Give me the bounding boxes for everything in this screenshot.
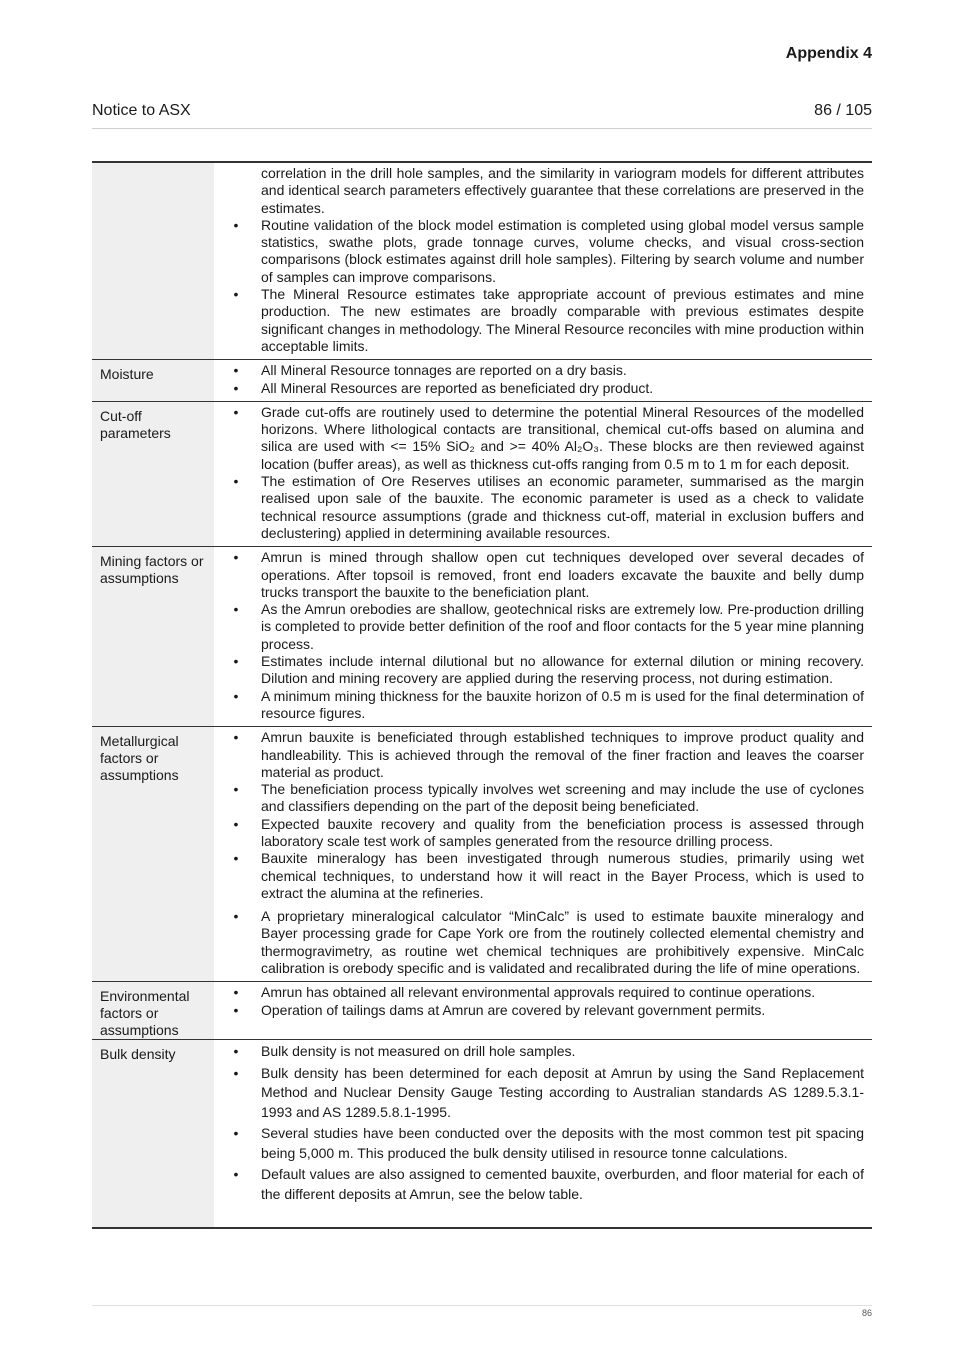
table-row [92, 726, 872, 981]
list-item [214, 165, 864, 217]
list-item [214, 549, 864, 601]
criteria-commentary [214, 982, 872, 1039]
list-item-text: A proprietary mineralogical calculator “MinCalc” is used to estimate bauxite mineralogy and Bayer processing grade for Cape York ore from the routinely collected elemental chemistry and thermogravimetry, as routine wet chemical techniques are prohibitively expensive. MinCalc calibration is orebody specific and is validated and recalibrated during the life of mine operations. [261, 908, 864, 977]
list-item-text: Expected bauxite recovery and quality from the beneficiation process is assessed through laboratory scale test work of samples generated from the resource drilling process. [261, 815, 864, 849]
list-item-text: Amrun bauxite is beneficiated through established techniques to improve product quality and handleability. This is achieved through the removal of the finer fraction and leaves the coarser material as product. [261, 729, 864, 780]
list-item [214, 908, 864, 977]
header-document-title: Notice to ASX [92, 102, 191, 119]
bullet-icon: • [233, 403, 239, 420]
bullet-icon: • [233, 687, 239, 704]
bullet-icon: • [233, 362, 239, 379]
list-item-text: Bulk density has been determined for each deposit at Amrun by using the Sand Replacement Method and Nuclear Density Gauge Testing according to Australian standards AS 1289.5.3.1-1993 and AS 1289.5.8.1-1995. [261, 1064, 864, 1120]
list-item [214, 1002, 864, 1019]
list-item-text: Bauxite mineralogy has been investigated through numerous studies, primarily using wet chemical techniques, to understand how it will react in the Bayer Process, which is used to extract the alumina at the refineries. [261, 850, 864, 901]
list-item-text: Estimates include internal dilutional but no allowance for external dilution or mining recovery. Dilution and mining recovery are applied during the reserving process, not during estimation. [261, 653, 864, 687]
bullet-icon: • [233, 850, 239, 867]
list-item [214, 984, 864, 1001]
criteria-commentary [214, 1040, 872, 1227]
list-item [214, 362, 864, 379]
table-row [92, 359, 872, 401]
bullet-icon: • [233, 216, 239, 233]
list-item-text: Grade cut-offs are routinely used to determine the potential Mineral Resources of the modelled horizons. Where lithological contacts are transitional, chemical cut-offs based on alumina and silica are used with <= 15% SiO₂ and >= 40% Al₂O₃. These blocks are then reviewed against location (buffer areas), as well as thickness cut-offs ranging from 0.5 m to 1 m for each deposit. [261, 403, 864, 472]
list-item-text: Default values are also assigned to cemented bauxite, overburden, and floor material for each of the different deposits at Amrun, see the below table. [261, 1166, 864, 1202]
bullet-icon: • [233, 984, 239, 1001]
table-row [92, 1039, 872, 1227]
list-item-text: Amrun has obtained all relevant environmental approvals required to continue operations. [261, 984, 816, 1001]
criteria-label: Metallurgical factors or assumptions [92, 727, 214, 981]
criteria-commentary [214, 402, 872, 546]
criteria-commentary [214, 360, 872, 401]
criteria-label: Bulk density [92, 1040, 214, 1227]
footer-page-number: 86 [861, 1308, 872, 1318]
bullet-icon: • [233, 815, 239, 832]
bullet-icon: • [233, 379, 239, 396]
list-item [214, 404, 864, 473]
list-item [214, 1124, 864, 1163]
list-item [214, 1165, 864, 1204]
bullet-icon: • [233, 653, 239, 670]
list-item-text: Bulk density is not measured on drill hole samples. [261, 1043, 576, 1060]
list-item-text: correlation in the drill hole samples, and the similarity in variogram models for different attributes and identical search parameters effectively guarantee that these correlations are preserved in the estimates. [261, 165, 864, 216]
list-item-text: The beneficiation process typically involves wet screening and may include the use of cyclones and classifiers depending on the part of the deposit being beneficiated. [261, 781, 864, 815]
criteria-label: Environmental factors or assumptions [92, 982, 214, 1039]
bullet-icon: • [233, 286, 239, 303]
table-row [92, 546, 872, 726]
list-item-text: All Mineral Resources are reported as beneficiated dry product. [261, 379, 654, 396]
list-item-text: Several studies have been conducted over the deposits with the most common test pit spacing being 5,000 m. This produced the bulk density utilised in resource tonne calculations. [261, 1125, 864, 1161]
page-header [92, 102, 872, 129]
list-item [214, 601, 864, 653]
list-item-text: Amrun is mined through shallow open cut techniques developed over several decades of operations. After topsoil is removed, front end loaders excavate the bauxite and belly dump trucks transport the bauxite to the beneficiation plant. [261, 549, 864, 600]
bullet-icon: • [233, 1166, 239, 1183]
list-item-text: The Mineral Resource estimates take appropriate account of previous estimates and mine production. The new estimates are broadly comparable with previous estimates despite significant changes in methodology. The Mineral Resource reconciles with mine production within acceptable limits. [261, 286, 864, 354]
bullet-icon: • [233, 1064, 239, 1081]
criteria-commentary [214, 727, 872, 981]
criteria-label [92, 163, 214, 359]
list-item [214, 688, 864, 723]
list-item [214, 380, 864, 397]
header-page-count: 86 / 105 [814, 102, 872, 119]
appendix-title: Appendix 4 [785, 45, 872, 62]
bullet-icon: • [233, 601, 239, 618]
list-item [214, 473, 864, 542]
criteria-label: Mining factors or assumptions [92, 547, 214, 726]
criteria-commentary [214, 163, 872, 359]
criteria-commentary [214, 547, 872, 726]
bullet-icon: • [233, 1125, 239, 1142]
list-item-text: Operation of tailings dams at Amrun are covered by relevant government permits. [261, 1001, 766, 1018]
footer-divider [92, 1305, 872, 1306]
list-item [214, 850, 864, 902]
list-item [214, 729, 864, 781]
list-item [214, 286, 864, 355]
list-item-text: As the Amrun orebodies are shallow, geotechnical risks are extremely low. Pre-production drilling is completed to provide better definition of the roof and floor contacts for the 5 year mine planning process. [261, 601, 864, 652]
table-row [92, 163, 872, 359]
bullet-icon: • [233, 549, 239, 566]
list-item-text: The estimation of Ore Reserves utilises an economic parameter, summarised as the margin realised upon sale of the bauxite. The economic parameter is used as a check to validate technical resource assumptions (grade and thickness cut-off, material in exclusion buffers and declustering) applied in determining available resources. [261, 473, 864, 541]
list-item [214, 816, 864, 851]
bullet-icon: • [233, 908, 239, 925]
table-row [92, 401, 872, 546]
list-item [214, 781, 864, 816]
criteria-table [92, 161, 872, 1229]
list-item-text: All Mineral Resource tonnages are reported on a dry basis. [261, 362, 627, 379]
bullet-icon: • [233, 1001, 239, 1018]
list-item [214, 1064, 864, 1123]
list-item [214, 653, 864, 688]
bullet-icon: • [233, 781, 239, 798]
bullet-icon: • [233, 729, 239, 746]
list-item-text: A minimum mining thickness for the bauxite horizon of 0.5 m is used for the final determination of resource figures. [261, 687, 864, 721]
list-item [214, 217, 864, 286]
list-item [214, 1042, 864, 1062]
list-item-text: Routine validation of the block model estimation is completed using global model versus sample statistics, swathe plots, grade tonnage curves, volume checks, and visual cross-section comparisons (block estimates against drill hole samples). Filtering by search volume and number of samples can improve comparisons. [261, 216, 864, 285]
bullet-icon: • [233, 1043, 239, 1060]
criteria-label: Moisture [92, 360, 214, 401]
bullet-icon: • [233, 473, 239, 490]
criteria-label: Cut-off parameters [92, 402, 214, 546]
table-row [92, 981, 872, 1039]
